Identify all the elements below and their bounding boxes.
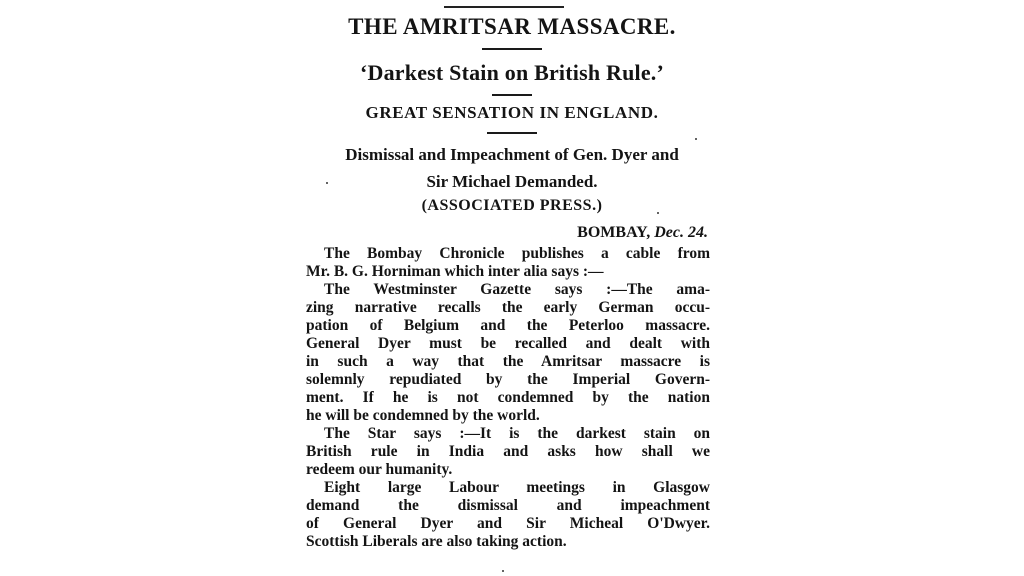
dateline (577, 224, 708, 242)
section-head: GREAT SENSATION IN ENGLAND. (365, 103, 659, 122)
body-line: General Dyer must be recalled and dealt with (306, 335, 710, 352)
section-divider (487, 132, 537, 134)
body-line: zing narrative recalls the early German occu- (306, 299, 710, 316)
body-line: ment. If he is not condemned by the nation (306, 389, 710, 406)
press-credit: (ASSOCIATED PRESS.) (421, 197, 603, 214)
body-line: British rule in India and asks how shall we (306, 443, 710, 460)
body-line: The Star says :—It is the darkest stain on (324, 425, 710, 442)
body-line: he will be condemned by the world. (306, 407, 540, 424)
top-rule (444, 6, 564, 10)
body-line: of General Dyer and Sir Micheal O'Dwyer. (306, 515, 710, 532)
body-line: demand the dismissal and impeachment (306, 497, 710, 514)
body-line: solemnly repudiated by the Imperial Govern- (306, 371, 710, 388)
dateline-date: Dec. 24. (654, 224, 708, 241)
subheadline: ‘Darkest Stain on British Rule.’ (359, 60, 665, 85)
body-line: The Westminster Gazette says :—The ama- (324, 281, 710, 298)
body-line: redeem our humanity. (306, 461, 453, 478)
print-speck (657, 212, 659, 214)
deck-line-2: Sir Michael Demanded. (426, 172, 598, 191)
print-speck (502, 570, 504, 572)
article-body (306, 245, 710, 551)
print-speck (326, 182, 328, 184)
print-speck (695, 138, 697, 140)
body-line: Scottish Liberals are also taking action. (306, 533, 567, 550)
subheadline-divider (492, 94, 532, 96)
newspaper-clipping (304, 0, 720, 576)
body-line: Mr. B. G. Horniman which inter alia says :— (306, 263, 604, 280)
deck-line-1: Dismissal and Impeachment of Gen. Dyer and (345, 145, 679, 164)
body-line: in such a way that the Amritsar massacre is (306, 353, 710, 370)
body-line: The Bombay Chronicle publishes a cable from (324, 245, 710, 262)
body-line: pation of Belgium and the Peterloo massacre. (306, 317, 710, 334)
dateline-place: BOMBAY, (577, 224, 651, 241)
headline-divider (482, 48, 542, 50)
headline: THE AMRITSAR MASSACRE. (348, 14, 676, 39)
body-line: Eight large Labour meetings in Glasgow (324, 479, 710, 496)
